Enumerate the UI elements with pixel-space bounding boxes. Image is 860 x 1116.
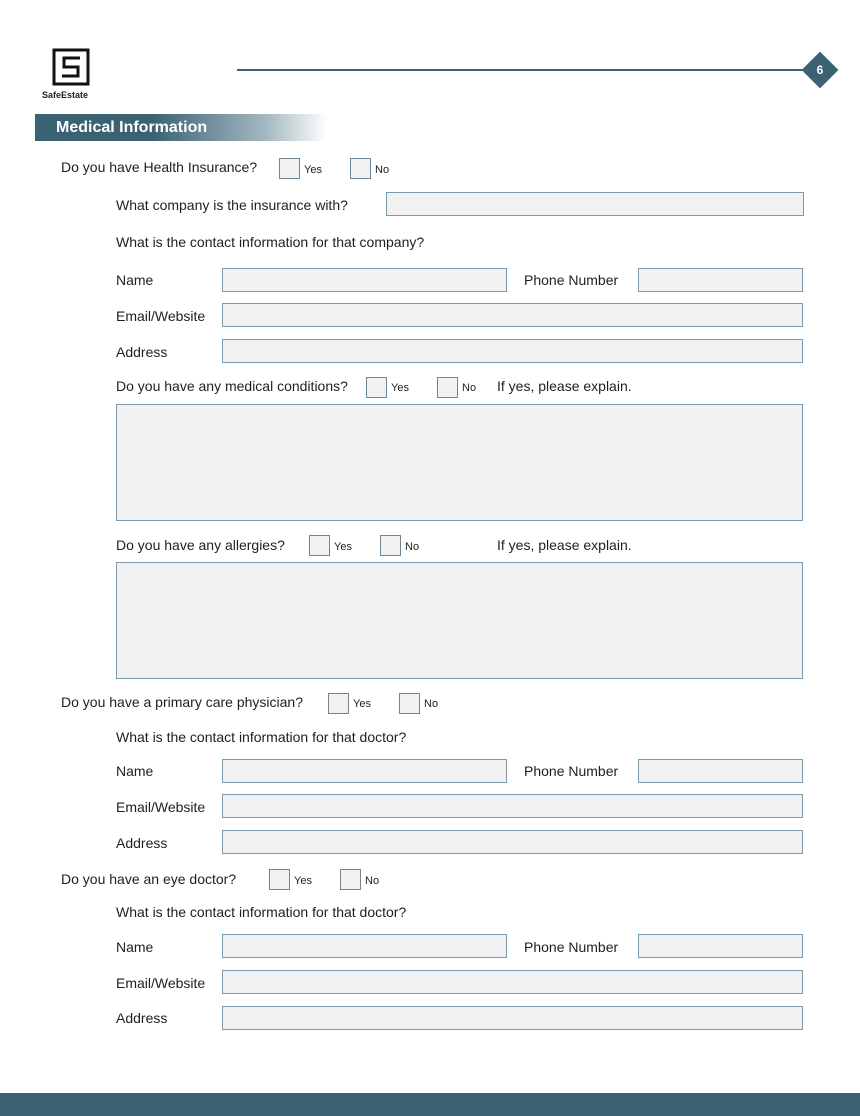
eye-phone-label: Phone Number [524, 939, 619, 955]
section-title: Medical Information [56, 119, 208, 136]
eye-no-label: No [365, 875, 380, 887]
allergies-yes-label: Yes [334, 541, 352, 553]
pcp-no-checkbox[interactable] [399, 693, 420, 714]
eye-name-field[interactable] [222, 934, 507, 958]
pcp-no-label: No [424, 698, 439, 710]
insurance-name-field[interactable] [222, 268, 507, 292]
insurance-no-checkbox[interactable] [350, 158, 371, 179]
logo [52, 48, 92, 88]
insurance-address-label: Address [116, 344, 168, 360]
insurance-yes-checkbox[interactable] [279, 158, 300, 179]
insurance-company-label: What company is the insurance with? [116, 197, 348, 213]
insurance-question: Do you have Health Insurance? [61, 159, 258, 175]
page-number: 6 [816, 63, 824, 77]
insurance-contact-question: What is the contact information for that company? [116, 234, 425, 250]
eye-address-label: Address [116, 1010, 168, 1026]
pcp-address-field[interactable] [222, 830, 803, 854]
allergies-no-label: No [405, 541, 420, 553]
eye-yes-label: Yes [294, 875, 312, 887]
eye-address-field[interactable] [222, 1006, 803, 1030]
insurance-email-field[interactable] [222, 303, 803, 327]
safe-estate-s-logo-icon [52, 48, 92, 88]
allergies-yes-checkbox[interactable] [309, 535, 330, 556]
eye-email-label: Email/Website [116, 975, 206, 991]
allergies-question: Do you have any allergies? [116, 537, 285, 553]
eye-question: Do you have an eye doctor? [61, 871, 237, 887]
conditions-explain-field[interactable] [116, 404, 803, 521]
allergies-explain-field[interactable] [116, 562, 803, 679]
allergies-explain-label: If yes, please explain. [497, 537, 632, 553]
pcp-email-label: Email/Website [116, 799, 206, 815]
insurance-name-label: Name [116, 272, 154, 288]
conditions-yes-label: Yes [391, 382, 409, 394]
eye-contact-question: What is the contact information for that doctor? [116, 904, 407, 920]
eye-phone-field[interactable] [638, 934, 803, 958]
header-divider [237, 69, 809, 71]
footer-band [0, 1093, 860, 1116]
pcp-name-label: Name [116, 763, 154, 779]
eye-yes-checkbox[interactable] [269, 869, 290, 890]
pcp-address-label: Address [116, 835, 168, 851]
allergies-no-checkbox[interactable] [380, 535, 401, 556]
pcp-yes-checkbox[interactable] [328, 693, 349, 714]
conditions-question: Do you have any medical conditions? [116, 378, 348, 394]
eye-no-checkbox[interactable] [340, 869, 361, 890]
insurance-phone-field[interactable] [638, 268, 803, 292]
insurance-address-field[interactable] [222, 339, 803, 363]
pcp-phone-label: Phone Number [524, 763, 619, 779]
insurance-no-label: No [375, 164, 390, 176]
insurance-company-field[interactable] [386, 192, 804, 216]
pcp-contact-question: What is the contact information for that doctor? [116, 729, 407, 745]
insurance-email-label: Email/Website [116, 308, 206, 324]
conditions-no-label: No [462, 382, 477, 394]
pcp-name-field[interactable] [222, 759, 507, 783]
pcp-question: Do you have a primary care physician? [61, 694, 304, 710]
insurance-yes-label: Yes [304, 164, 322, 176]
eye-name-label: Name [116, 939, 154, 955]
insurance-phone-label: Phone Number [524, 272, 619, 288]
brand-name: SafeEstate [42, 90, 89, 100]
pcp-yes-label: Yes [353, 698, 371, 710]
eye-email-field[interactable] [222, 970, 803, 994]
conditions-yes-checkbox[interactable] [366, 377, 387, 398]
pcp-phone-field[interactable] [638, 759, 803, 783]
pcp-email-field[interactable] [222, 794, 803, 818]
conditions-explain-label: If yes, please explain. [497, 378, 632, 394]
conditions-no-checkbox[interactable] [437, 377, 458, 398]
